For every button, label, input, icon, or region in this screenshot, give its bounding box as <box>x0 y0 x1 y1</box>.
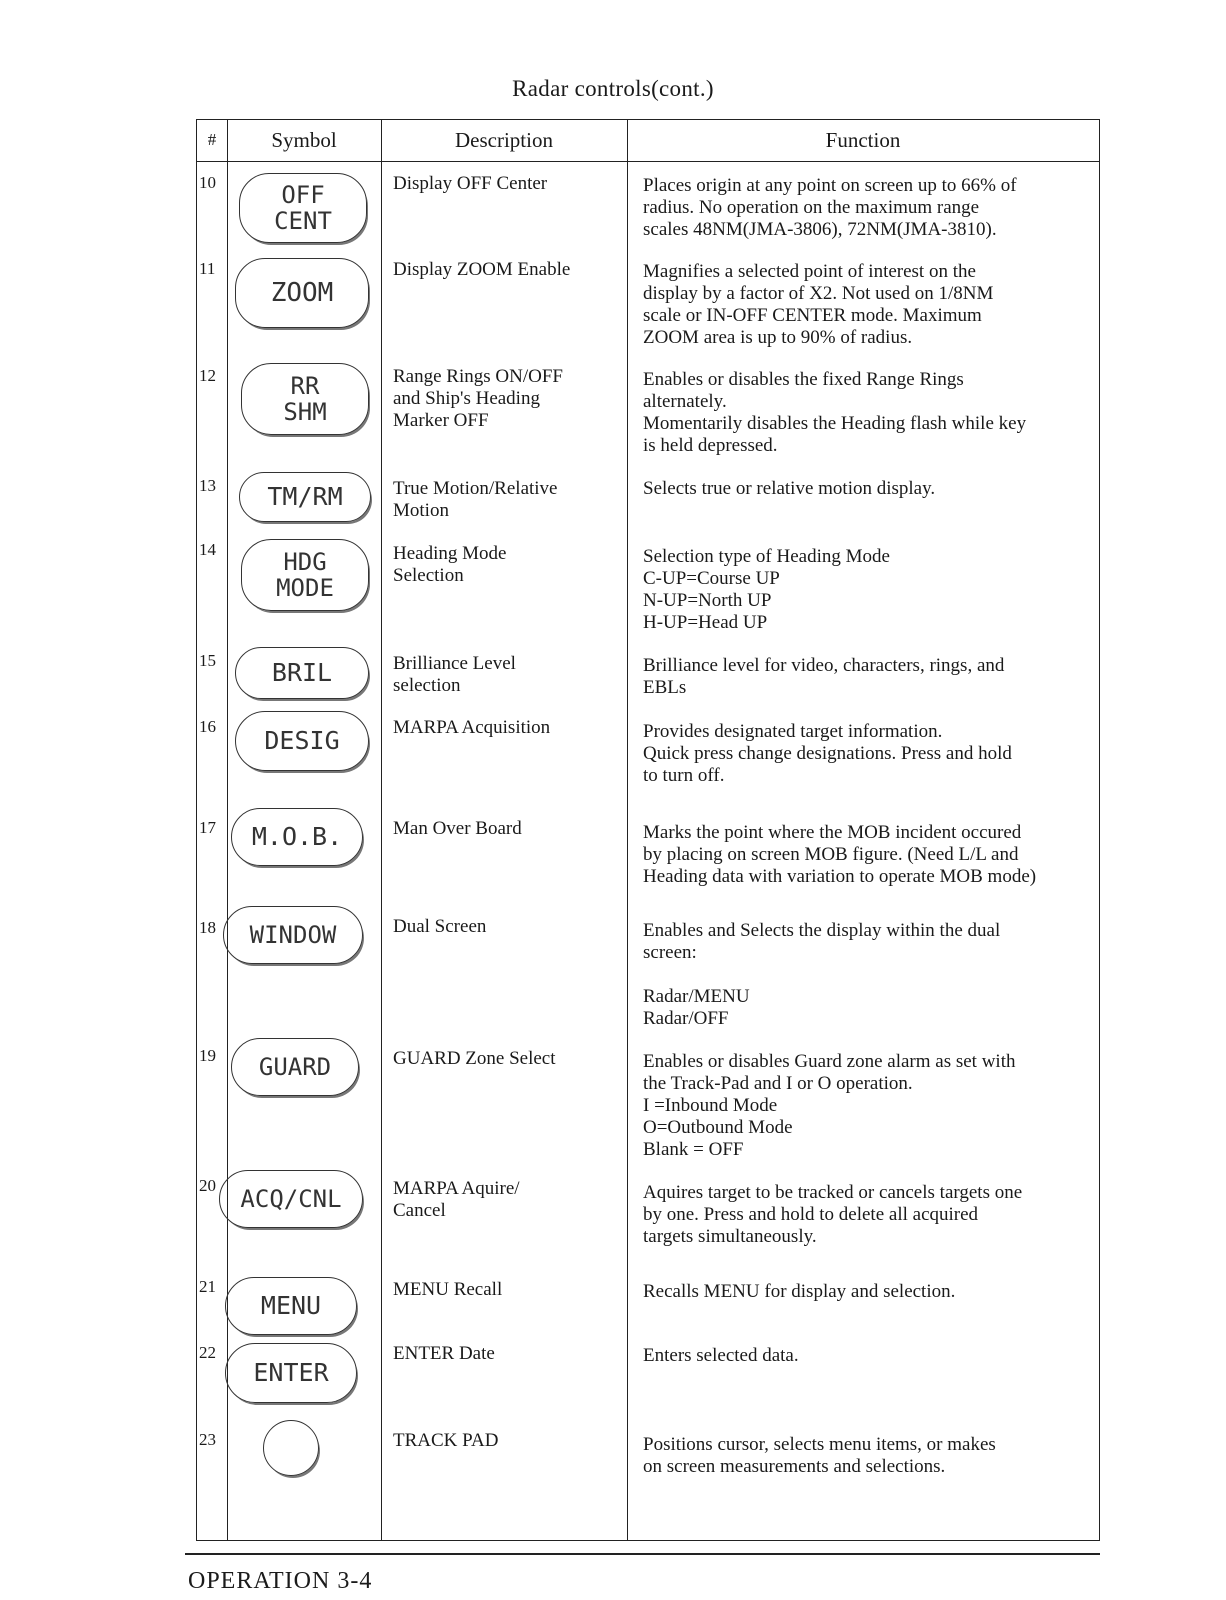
tm-rm-key: TM/RM <box>239 472 371 522</box>
row-function: Aquires target to be tracked or cancels targets one by one. Press and hold to delete all acquired targets simultaneously. <box>643 1182 1023 1247</box>
guard-key: GUARD <box>231 1038 359 1096</box>
row-function: Places origin at any point on screen up to 66% of radius. No operation on the maximum range scales 48NM(JMA-3806), 72NM(JMA-3810). <box>643 175 1017 240</box>
row-function: Marks the point where the MOB incident occured by placing on screen MOB figure. (Need L/L and Heading data with variation to operate MOB mode) <box>643 822 1037 887</box>
row-description: Heading Mode Selection <box>393 543 507 586</box>
row-number: 17 <box>199 818 216 837</box>
mob-key: M.O.B. <box>231 808 363 866</box>
row-description: Dual Screen <box>393 916 487 937</box>
off-cent-key: OFF CENT <box>239 173 367 243</box>
row-function: Brilliance level for video, characters, rings, and EBLs <box>643 655 1005 698</box>
row-description: TRACK PAD <box>393 1430 499 1451</box>
row-function: Provides designated target information. Quick press change designations. Press and hold to turn off. <box>643 721 1012 786</box>
row-description: Range Rings ON/OFF and Ship's Heading Marker OFF <box>393 366 563 431</box>
row-function: Enters selected data. <box>643 1345 799 1366</box>
zoom-key: ZOOM <box>235 258 369 328</box>
bril-key: BRIL <box>235 647 369 699</box>
header-symbol: Symbol <box>271 128 337 152</box>
acq-cnl-key: ACQ/CNL <box>219 1170 363 1228</box>
row-description: Brilliance Level selection <box>393 653 516 696</box>
row-function: Selection type of Heading Mode C-UP=Course UP N-UP=North UP H-UP=Head UP <box>643 546 890 633</box>
row-function: Recalls MENU for display and selection. <box>643 1281 956 1302</box>
page-footer: OPERATION 3-4 <box>188 1568 373 1594</box>
row-number: 11 <box>199 259 216 278</box>
rr-shm-key: RR SHM <box>241 363 369 435</box>
row-description: Display ZOOM Enable <box>393 259 571 280</box>
row-description: GUARD Zone Select <box>393 1048 556 1069</box>
row-number: 18 <box>199 918 216 937</box>
row-description: MARPA Aquire/ Cancel <box>393 1178 520 1221</box>
header-function: Function <box>825 128 901 152</box>
row-description: Man Over Board <box>393 818 522 839</box>
column-divider <box>227 120 228 1540</box>
row-description: MENU Recall <box>393 1279 503 1300</box>
footer-rule <box>185 1553 1100 1555</box>
desig-key: DESIG <box>235 711 369 771</box>
row-number: 16 <box>199 717 216 736</box>
header-rule <box>197 161 1099 162</box>
row-number: 13 <box>199 476 216 495</box>
row-function: Selects true or relative motion display. <box>643 478 936 499</box>
row-number: 12 <box>199 366 216 385</box>
window-key: WINDOW <box>223 906 363 964</box>
column-divider <box>381 120 382 1540</box>
row-number: 20 <box>199 1176 216 1195</box>
row-number: 21 <box>199 1277 216 1296</box>
enter-key: ENTER <box>225 1343 357 1403</box>
row-number: 23 <box>199 1430 216 1449</box>
header-num: # <box>207 130 217 149</box>
row-number: 22 <box>199 1343 216 1362</box>
row-number: 10 <box>199 173 216 192</box>
row-function: Positions cursor, selects menu items, or makes on screen measurements and selections. <box>643 1434 996 1477</box>
row-number: 19 <box>199 1046 216 1065</box>
page-title: Radar controls(cont.) <box>512 76 714 101</box>
controls-table <box>196 119 1100 1541</box>
hdg-mode-key: HDG MODE <box>241 539 369 611</box>
row-function: Enables or disables the fixed Range Rings alternately. Momentarily disables the Heading flash while key is held depressed. <box>643 369 1027 456</box>
row-function: Enables and Selects the display within the dual screen: Radar/MENU Radar/OFF <box>643 920 1001 1029</box>
row-function: Magnifies a selected point of interest on the display by a factor of X2. Not used on 1/8NM scale or IN-OFF CENTER mode. Maximum ZOOM area is up to 90% of radius. <box>643 261 994 348</box>
row-description: ENTER Date <box>393 1343 495 1364</box>
row-function: Enables or disables Guard zone alarm as set with the Track-Pad and I or O operation. I =Inbound Mode O=Outbound Mode Blank = OFF <box>643 1051 1016 1160</box>
row-number: 14 <box>199 540 216 559</box>
row-description: Display OFF Center <box>393 173 548 194</box>
track-pad-icon <box>263 1420 319 1476</box>
row-number: 15 <box>199 651 216 670</box>
row-description: True Motion/Relative Motion <box>393 478 558 521</box>
menu-key: MENU <box>225 1277 357 1335</box>
header-description: Description <box>455 128 553 152</box>
row-description: MARPA Acquisition <box>393 717 551 738</box>
